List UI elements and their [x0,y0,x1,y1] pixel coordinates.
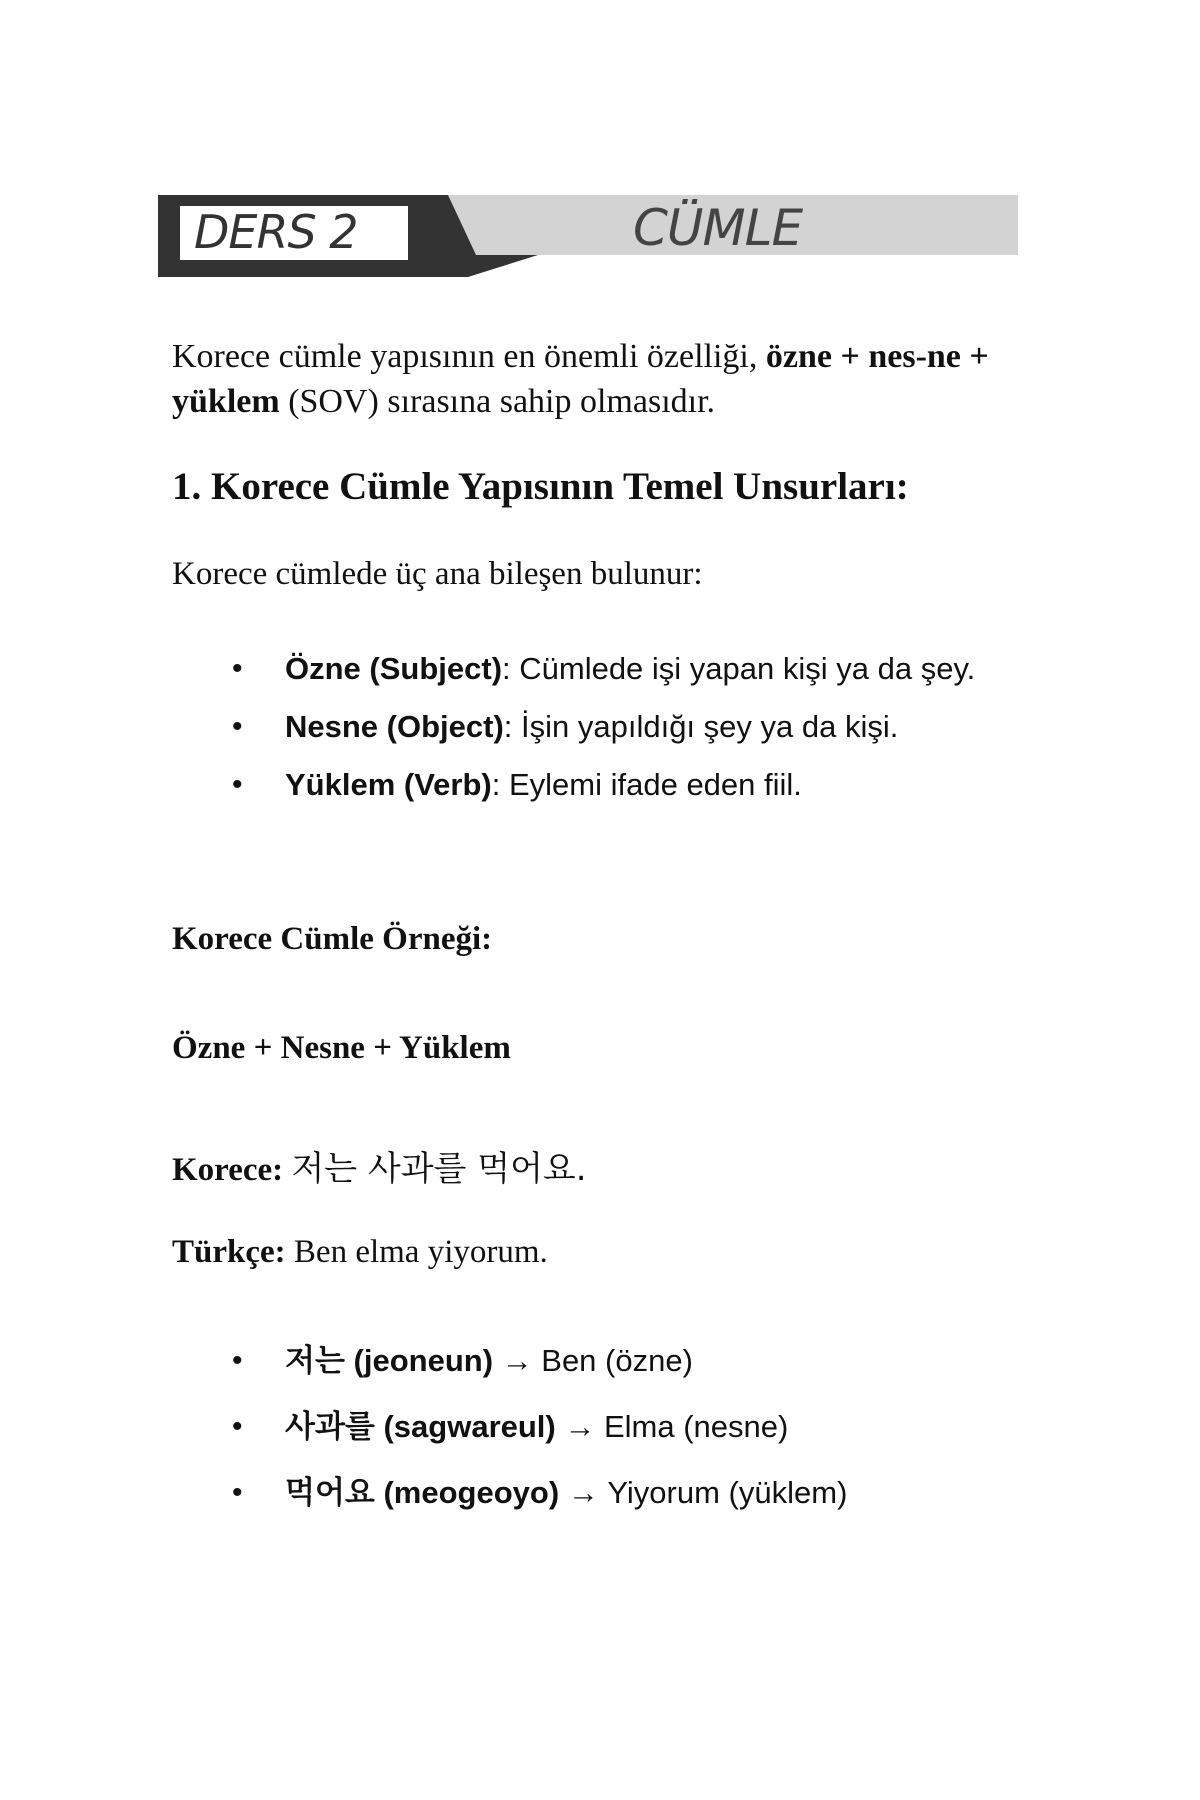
intro-paragraph [172,334,1012,424]
component-definition: : Cümlede işi yapan kişi ya da şey. [502,651,976,686]
bullet-icon: • [232,1476,243,1509]
intro-text-2: (SOV) sırasına sahip olmasıdır. [279,383,716,420]
bullet-icon: • [232,710,243,743]
intro-bold-sov: özne + nes-ne + yüklem [172,338,989,420]
chapter-title: CÜMLE [633,199,803,257]
components-lead: Korece cümlede üç ana bileşen bulunur: [172,556,703,592]
list-item [230,1394,1000,1460]
korean-word: 저는 [285,1343,345,1379]
korean-example [172,1145,587,1194]
word-meaning: → Elma (nesne) [564,1409,789,1444]
components-list [230,640,1000,814]
list-item [230,756,1000,814]
list-item [230,698,1000,756]
korean-word: 사과를 [285,1409,375,1445]
component-term: Nesne (Object) [285,709,504,744]
bullet-icon: • [232,1410,243,1443]
korean-label: Korece: [172,1152,284,1188]
bullet-icon: • [232,652,243,685]
word-meaning: → Yiyorum (yüklem) [567,1475,848,1510]
korean-sentence: 저는 사과를 먹어요. [291,1149,587,1189]
section-heading: 1. Korece Cümle Yapısının Temel Unsurları: [172,465,909,508]
bullet-icon: • [232,768,243,801]
component-term: Yüklem (Verb) [285,767,492,802]
component-definition: : Eylemi ifade eden fiil. [491,767,802,802]
intro-text-1: Korece cümle yapısının en önemli özelliği, [172,338,766,375]
list-item [230,1460,1000,1526]
component-term: Özne (Subject) [285,651,503,686]
example-formula: Özne + Nesne + Yüklem [172,1030,511,1066]
bullet-icon: • [232,1344,243,1377]
turkish-sentence: Ben elma yiyorum. [293,1234,548,1270]
turkish-example [172,1231,548,1273]
romanization: (sagwareul) [383,1409,556,1444]
turkish-label: Türkçe: [172,1234,286,1270]
word-meaning: → Ben (özne) [501,1343,693,1378]
romanization: (jeoneun) [353,1343,494,1378]
component-definition: : İşin yapıldığı şey ya da kişi. [503,709,899,744]
korean-word: 먹어요 [285,1475,375,1511]
lesson-label: DERS 2 [194,205,358,259]
breakdown-list [230,1328,1000,1526]
list-item [230,1328,1000,1394]
lesson-banner [158,195,1018,277]
romanization: (meogeoyo) [383,1475,560,1510]
example-title: Korece Cümle Örneği: [172,921,493,957]
list-item [230,640,1000,698]
